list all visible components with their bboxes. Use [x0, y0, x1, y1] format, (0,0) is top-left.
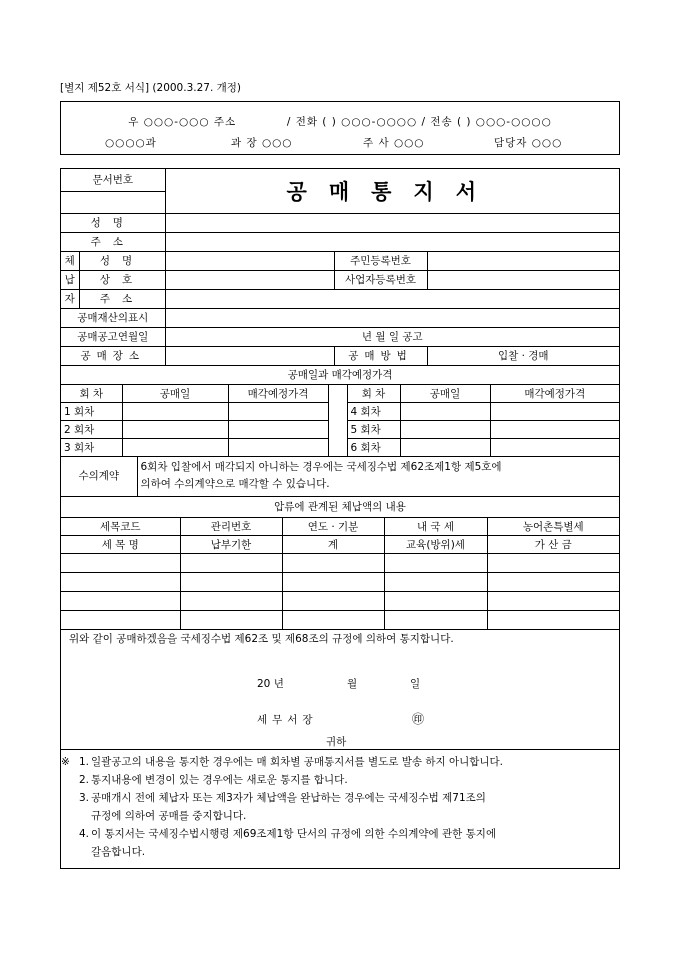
note-line: 통지내용에 변경이 있는 경우에는 새로운 통지를 합니다. — [91, 774, 348, 786]
taxpayer-trade-value[interactable] — [165, 270, 334, 289]
round-price[interactable] — [490, 420, 619, 438]
business-no-value[interactable] — [427, 270, 619, 289]
schedule-divider — [328, 384, 347, 456]
recipient-name-value[interactable] — [165, 213, 619, 232]
note-item — [61, 771, 619, 789]
seal-mark: ㊞ — [412, 712, 425, 726]
document-title: 공매통지서 — [165, 169, 619, 213]
round-label: 2 회차 — [61, 420, 122, 438]
arrears-col-rural-tax: 농어촌특별세 — [487, 517, 619, 535]
taxpayer-name-label: 성명 — [79, 251, 165, 270]
round-price[interactable] — [228, 438, 328, 456]
arrears-cell[interactable] — [487, 591, 619, 610]
schedule-table — [61, 366, 619, 457]
taxpayer-address-label: 주소 — [79, 289, 165, 308]
taxpayer-group-label-1: 체 — [61, 251, 79, 270]
announce-date-label: 공매공고연월일 — [61, 327, 165, 346]
schedule-col-round-right: 회 차 — [347, 384, 400, 402]
round-price[interactable] — [228, 402, 328, 420]
recipient-address-value[interactable] — [165, 232, 619, 251]
schedule-header: 공매일과 매각예정가격 — [61, 366, 619, 384]
notes-list — [61, 753, 619, 861]
basic-info-table — [61, 169, 619, 366]
arrears-col-mgmt-no: 관리번호 — [180, 517, 282, 535]
auction-place-label: 공매장소 — [61, 346, 165, 365]
arrears-cell[interactable] — [61, 553, 180, 572]
round-date[interactable] — [122, 420, 228, 438]
note-line: 갈음합니다. — [91, 846, 146, 858]
arrears-cell[interactable] — [384, 610, 487, 629]
round-date[interactable] — [400, 402, 490, 420]
arrears-cell[interactable] — [282, 572, 384, 591]
note-number: 4. — [79, 828, 90, 840]
postal-address: 우 ○○○-○○○ 주소 — [128, 116, 237, 128]
arrears-col-penalty: 가 산 금 — [487, 535, 619, 553]
arrears-cell[interactable] — [384, 572, 487, 591]
arrears-cell[interactable] — [282, 553, 384, 572]
private-contract-label: 수의계약 — [61, 456, 137, 496]
note-mark: ※ — [61, 756, 70, 768]
notice-form — [60, 168, 620, 869]
business-no-label: 사업자등록번호 — [334, 270, 427, 289]
arrears-header: 압류에 관계된 체납액의 내용 — [61, 496, 619, 517]
private-contract-line-2: 의하여 수의계약으로 매각할 수 있습니다. — [140, 477, 330, 490]
tax-office-head: 세무서장 — [257, 714, 318, 726]
private-contract-text — [137, 456, 619, 496]
arrears-col-total: 계 — [282, 535, 384, 553]
arrears-cell[interactable] — [282, 610, 384, 629]
note-number: 3. — [79, 792, 90, 804]
arrears-col-year: 연도 · 기분 — [282, 517, 384, 535]
arrears-cell[interactable] — [384, 553, 487, 572]
auction-place-value[interactable] — [165, 346, 334, 365]
arrears-cell[interactable] — [180, 610, 282, 629]
round-label: 4 회차 — [347, 402, 400, 420]
notes-divider — [61, 749, 619, 750]
arrears-cell[interactable] — [61, 591, 180, 610]
arrears-col-national-tax: 내 국 세 — [384, 517, 487, 535]
manager: 과 장 ○○○ — [231, 137, 293, 149]
round-date[interactable] — [122, 438, 228, 456]
recipient-address-label: 주소 — [61, 232, 165, 251]
arrears-col-tax-code: 세목코드 — [61, 517, 180, 535]
round-date[interactable] — [400, 420, 490, 438]
office-contact-line — [61, 114, 619, 129]
private-contract-line-1: 6회차 입찰에서 매각되지 아니하는 경우에는 국세징수법 제62조제1항 제5호에 — [140, 460, 502, 473]
schedule-col-price: 매각예정가격 — [228, 384, 328, 402]
resident-no-label: 주민등록번호 — [334, 251, 427, 270]
arrears-cell[interactable] — [180, 553, 282, 572]
arrears-table — [61, 496, 619, 630]
notice-date — [61, 676, 619, 690]
recipient-name-label: 성명 — [61, 213, 165, 232]
staff-in-charge: 담당자 ○○○ — [494, 137, 563, 149]
taxpayer-group-label-2: 납 — [61, 270, 79, 289]
arrears-cell[interactable] — [61, 572, 180, 591]
schedule-col-date: 공매일 — [122, 384, 228, 402]
arrears-cell[interactable] — [487, 553, 619, 572]
taxpayer-address-value[interactable] — [165, 289, 619, 308]
round-price[interactable] — [490, 402, 619, 420]
note-line: 이 통지서는 국세징수법시행령 제69조제1항 단서의 규정에 의한 수의계약에 관한 통지에 — [91, 828, 497, 840]
date-month: 월 — [347, 678, 358, 690]
arrears-cell[interactable] — [61, 610, 180, 629]
phone-fax: / 전화 ( ) ○○○-○○○○ / 전송 ( ) ○○○-○○○○ — [286, 116, 552, 128]
round-label: 6 회차 — [347, 438, 400, 456]
schedule-col-round: 회 차 — [61, 384, 122, 402]
note-number: 2. — [79, 774, 90, 786]
announce-date-value[interactable]: 년 월 일 공고 — [165, 327, 619, 346]
round-label: 5 회차 — [347, 420, 400, 438]
note-line: 공매개시 전에 체납자 또는 제3자가 체납액을 완납하는 경우에는 국세징수법 제71조의 — [91, 792, 486, 804]
property-label: 공매재산의표시 — [61, 308, 165, 327]
note-item — [61, 825, 619, 861]
arrears-cell[interactable] — [384, 591, 487, 610]
note-line: 일괄공고의 내용을 통지한 경우에는 매 회차별 공매통지서를 별도로 발송 하지 아니합니다. — [91, 756, 504, 768]
taxpayer-trade-label: 상호 — [79, 270, 165, 289]
department: ○○○○과 — [105, 137, 157, 149]
private-contract-table — [61, 456, 619, 497]
schedule-col-date-right: 공매일 — [400, 384, 490, 402]
office-address-box — [60, 101, 620, 155]
notice-statement: 위와 같이 공매하겠음을 국세징수법 제62조 및 제68조의 규정에 의하여 통지합니다. — [69, 633, 454, 645]
round-label: 1 회차 — [61, 402, 122, 420]
arrears-cell[interactable] — [180, 591, 282, 610]
taxpayer-group-label-3: 자 — [61, 289, 79, 308]
doc-number-label: 문서번호 — [61, 169, 165, 191]
officer: 주 사 ○○○ — [363, 137, 425, 149]
round-price[interactable] — [228, 420, 328, 438]
doc-number-value[interactable] — [61, 191, 165, 213]
schedule-col-price-right: 매각예정가격 — [490, 384, 619, 402]
auction-method-value: 입찰 · 경매 — [427, 346, 619, 365]
arrears-col-education-tax: 교육(방위)세 — [384, 535, 487, 553]
arrears-cell[interactable] — [282, 591, 384, 610]
round-label: 3 회차 — [61, 438, 122, 456]
property-value[interactable] — [165, 308, 619, 327]
resident-no-value[interactable] — [427, 251, 619, 270]
arrears-cell[interactable] — [487, 610, 619, 629]
auction-method-label: 공매방법 — [334, 346, 427, 365]
note-item — [61, 789, 619, 825]
arrears-col-tax-name: 세 목 명 — [61, 535, 180, 553]
note-item — [61, 753, 619, 771]
taxpayer-name-value[interactable] — [165, 251, 334, 270]
date-day: 일 — [410, 678, 421, 690]
arrears-cell[interactable] — [180, 572, 282, 591]
note-line: 규정에 의하여 공매를 중지합니다. — [91, 810, 247, 822]
arrears-col-due-date: 납부기한 — [180, 535, 282, 553]
arrears-cell[interactable] — [487, 572, 619, 591]
date-year: 20 년 — [257, 678, 284, 690]
round-price[interactable] — [490, 438, 619, 456]
note-number: 1. — [79, 756, 90, 768]
round-date[interactable] — [122, 402, 228, 420]
round-date[interactable] — [400, 438, 490, 456]
form-reference: [별지 제52호 서식] (2000.3.27. 개정) — [60, 82, 242, 94]
recipient-suffix: 귀하 — [326, 736, 347, 748]
